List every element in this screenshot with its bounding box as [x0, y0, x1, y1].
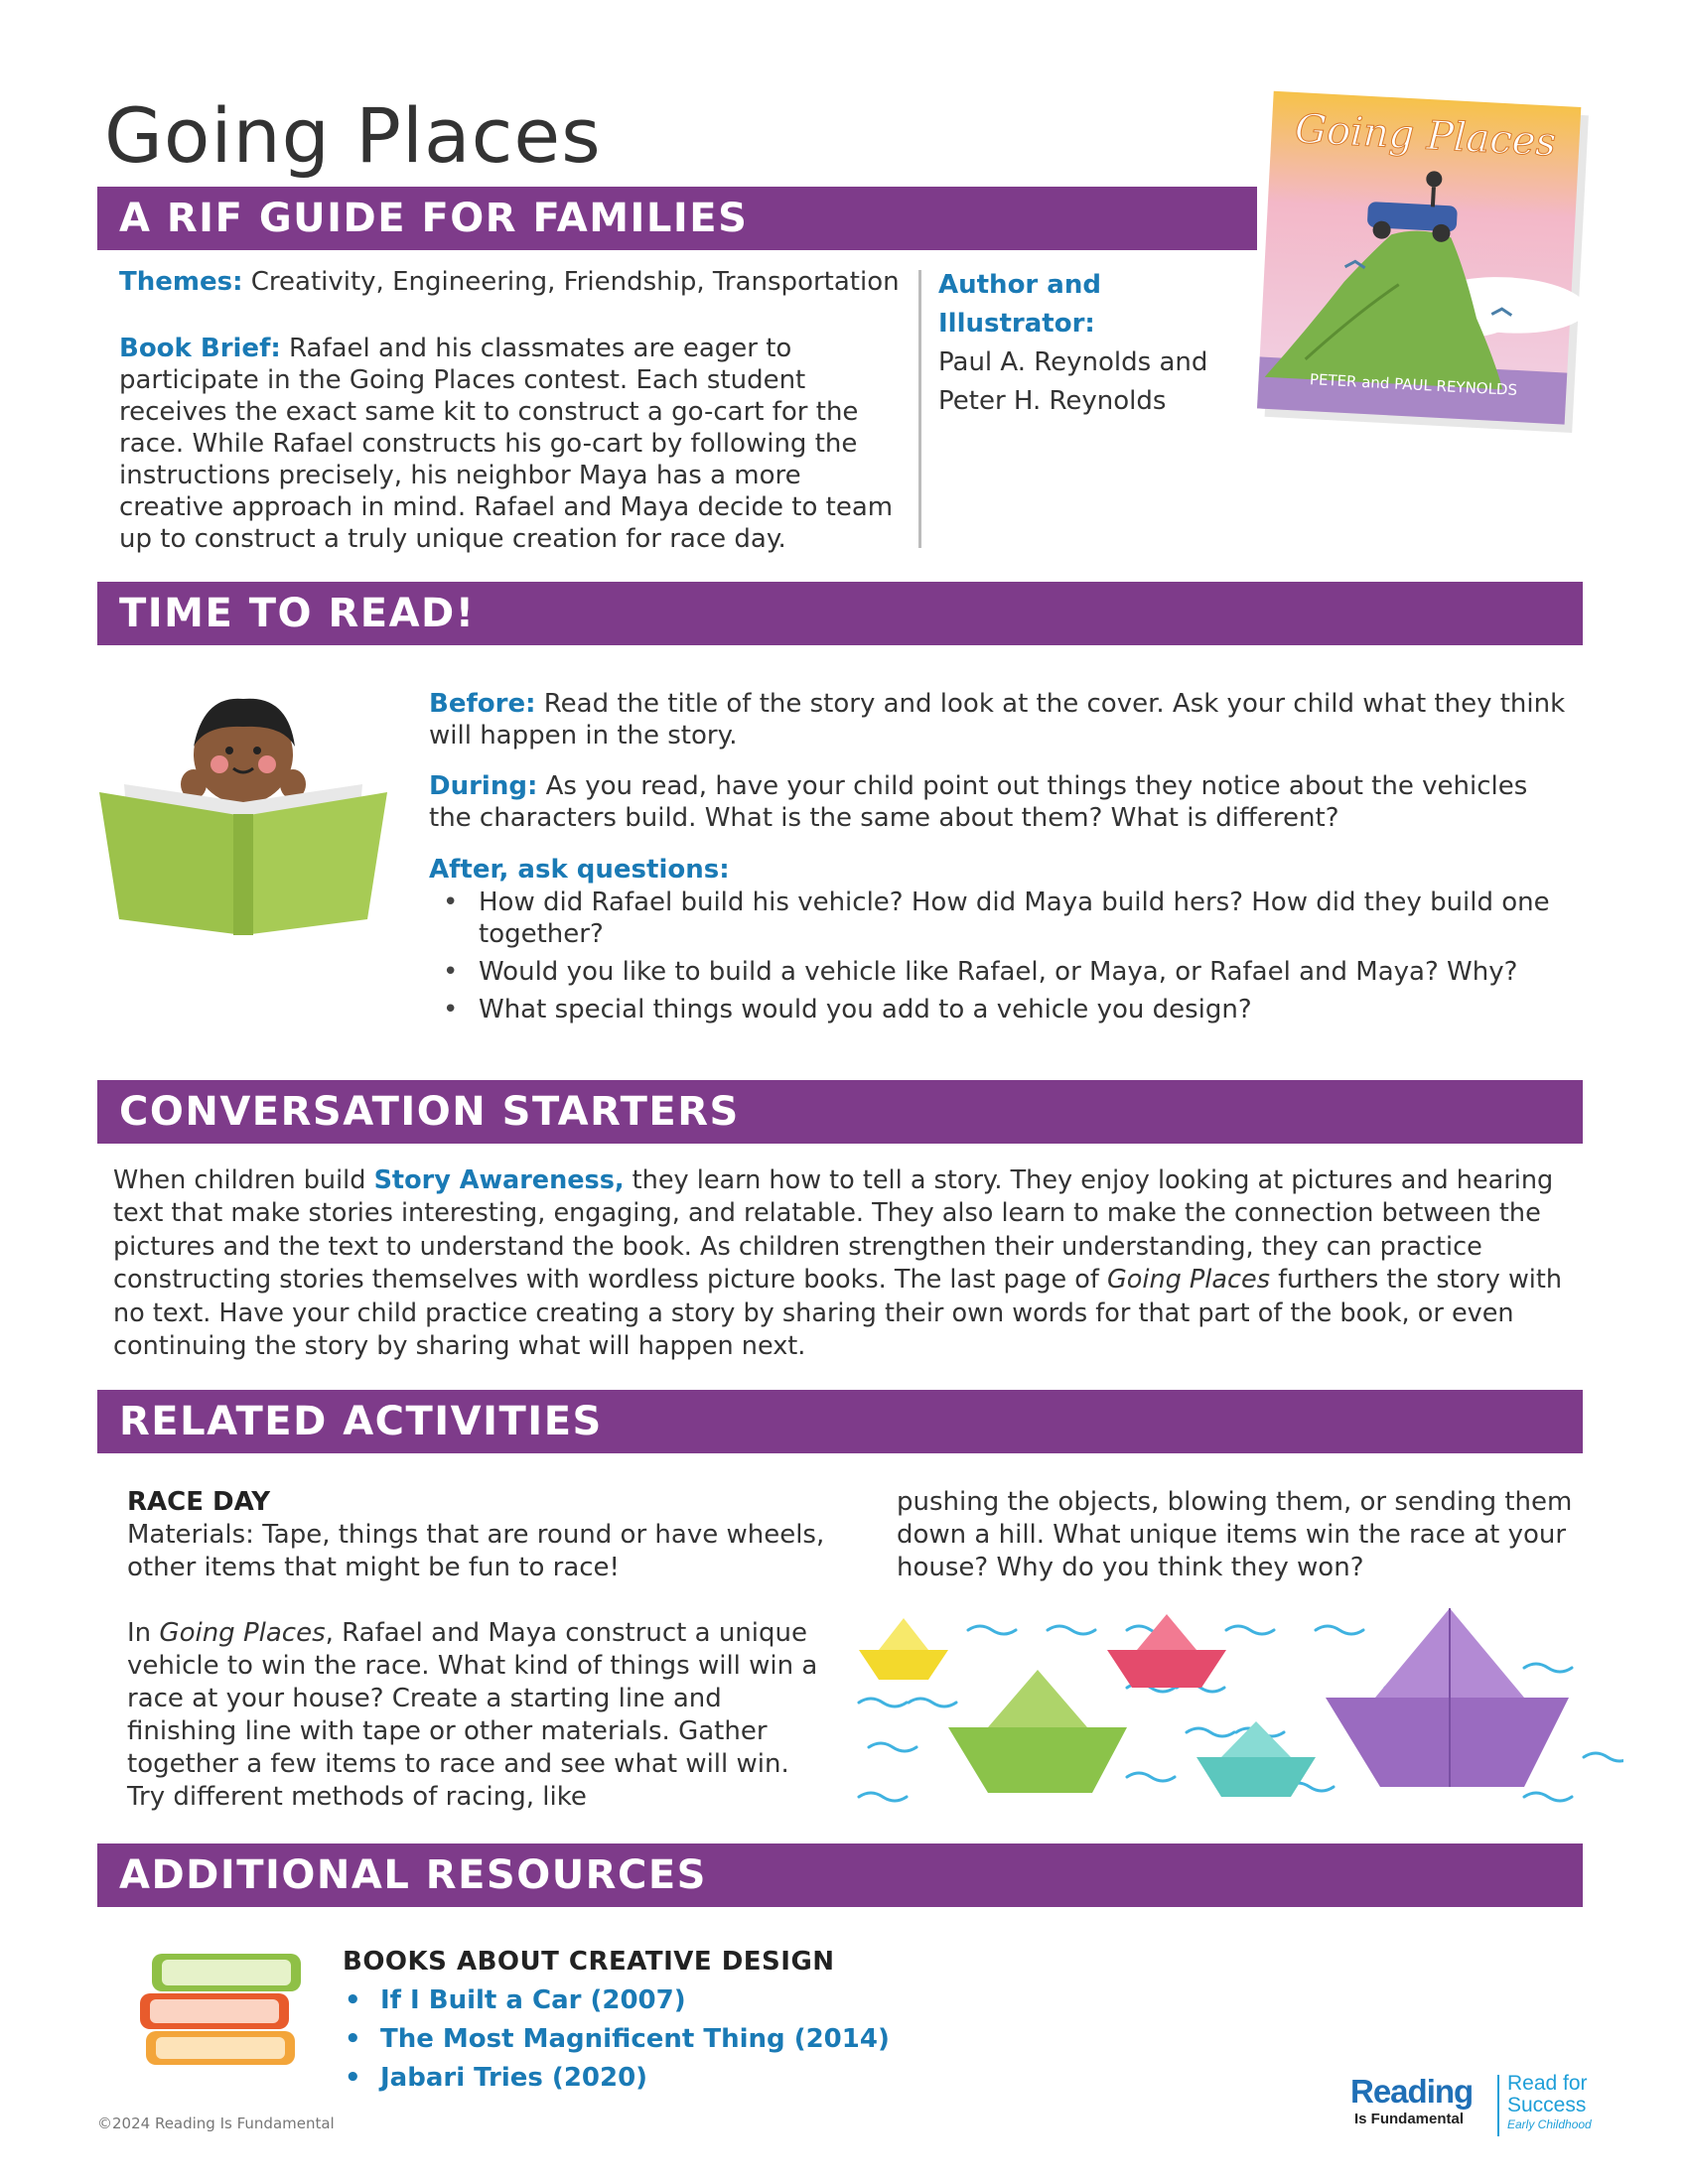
after-questions: [429, 887, 1581, 1031]
book-link[interactable]: • If I Built a Car (2007): [343, 1981, 938, 2020]
activity-materials: Materials: Tape, things that are round or have wheels, other items that might be fun to race!: [127, 1520, 825, 1582]
section-header-conversation: CONVERSATION STARTERS: [97, 1080, 1583, 1144]
book-link[interactable]: • Jabari Tries (2020): [343, 2059, 938, 2098]
activity-text: , Rafael and Maya construct a unique vehicle to win the race. What kind of things will win a race at your house? Create a starting line and finishing line with tape or other materials. Gather together a few items to race and see what will win. Try different methods of racing, like: [127, 1618, 818, 1812]
during-label: During:: [429, 771, 538, 801]
during-text: As you read, have your child point out things they notice about the vehicles the characters build. What is the same about them? What is different?: [429, 771, 1528, 833]
question-item: • How did Rafael build his vehicle? How did Maya build hers? How did they build one together?: [429, 887, 1581, 950]
before-label: Before:: [429, 689, 536, 719]
book-cover: [1251, 87, 1599, 435]
activity-heading: RACE DAY: [127, 1487, 271, 1517]
brief-label: Book Brief:: [119, 334, 281, 363]
activity-text: In: [127, 1618, 160, 1648]
logo-fundamental: Is Fundamental: [1354, 2111, 1465, 2127]
activity-left: [127, 1486, 832, 1814]
conversation-text: they learn how to tell a story. They enjoy looking at pictures and hearing text that make stories interesting, engaging, and relatable. They also learn to make the connection between the pictures and the text to understand the book. As children strengthen their understanding, they can practice constructing stories themselves with wordless picture books. The last page of: [113, 1165, 1554, 1296]
read-before: [429, 688, 1571, 751]
author-label: Author and Illustrator:: [938, 270, 1101, 339]
resources-heading: BOOKS ABOUT CREATIVE DESIGN: [343, 1947, 835, 1977]
activity-right: pushing the objects, blowing them, or sending them down a hill. What unique items win the race at your house? Why do you think they won?: [897, 1487, 1573, 1582]
logo-success: Success: [1507, 2094, 1587, 2116]
section-header-guide: A RIF GUIDE FOR FAMILIES: [97, 187, 1257, 250]
logo-read-for-success: [1507, 2073, 1592, 2132]
section-header-activities: RELATED ACTIVITIES: [97, 1390, 1583, 1453]
book-title-italic: Going Places: [159, 1618, 326, 1648]
brief-text: Rafael and his classmates are eager to participate in the Going Places contest. Each student receives the exact same kit to construct a go-cart for the race. While Rafael constructs his go-cart by following the instructions precisely, his neighbor Maya has a more creative approach in mind. Rafael and Maya decide to team up to construct a truly unique creation for race day.: [119, 334, 894, 554]
after-label: After, ask questions:: [429, 855, 730, 885]
rif-logo: [1350, 2073, 1599, 2142]
story-awareness-term: Story Awareness,: [373, 1165, 625, 1195]
section-header-read: TIME TO READ!: [97, 582, 1583, 645]
book-link[interactable]: • The Most Magnificent Thing (2014): [343, 2020, 938, 2059]
logo-early-childhood: Early Childhood: [1507, 2117, 1592, 2131]
conversation-text: furthers the story with no text. Have your child practice creating a story by sharing their own words for that part of the book, or even continuing the story by sharing what will happen next.: [113, 1265, 1563, 1362]
question-item: • What special things would you add to a vehicle you design?: [429, 994, 1581, 1025]
child-reading-illustration: [94, 685, 392, 943]
page-title: Going Places: [104, 91, 602, 180]
logo-divider: [1497, 2075, 1499, 2136]
author-block: [938, 266, 1256, 421]
activity-paragraph: [127, 1617, 832, 1814]
author-line-2: Peter H. Reynolds: [938, 386, 1167, 416]
conversation-paragraph: [113, 1164, 1583, 1363]
themes-label: Themes:: [119, 267, 243, 297]
copyright: ©2024 Reading Is Fundamental: [97, 2115, 335, 2132]
conversation-text: When children build: [113, 1165, 374, 1195]
paper-boats-illustration: [849, 1608, 1623, 1827]
book-brief: [119, 333, 904, 555]
themes-text: Creativity, Engineering, Friendship, Transportation: [242, 267, 900, 297]
before-text: Read the title of the story and look at the cover. Ask your child what they think will happen in the story.: [429, 689, 1566, 751]
cover-authors: PETER and PAUL REYNOLDS: [1309, 370, 1518, 400]
logo-read-for: Read for: [1507, 2072, 1588, 2095]
section-header-resources: ADDITIONAL RESOURCES: [97, 1843, 1583, 1907]
themes-block: [119, 266, 904, 298]
author-line-1: Paul A. Reynolds and: [938, 347, 1208, 377]
cover-title: Going Places: [1294, 106, 1558, 166]
book-stack-illustration: [134, 1936, 313, 2075]
book-title-italic: Going Places: [1107, 1265, 1270, 1296]
read-during: [429, 770, 1571, 834]
column-divider: [918, 270, 921, 548]
book-list: [343, 1981, 938, 2098]
question-item: • Would you like to build a vehicle like Rafael, or Maya, or Rafael and Maya? Why?: [429, 956, 1581, 988]
logo-reading: Reading: [1350, 2073, 1474, 2110]
